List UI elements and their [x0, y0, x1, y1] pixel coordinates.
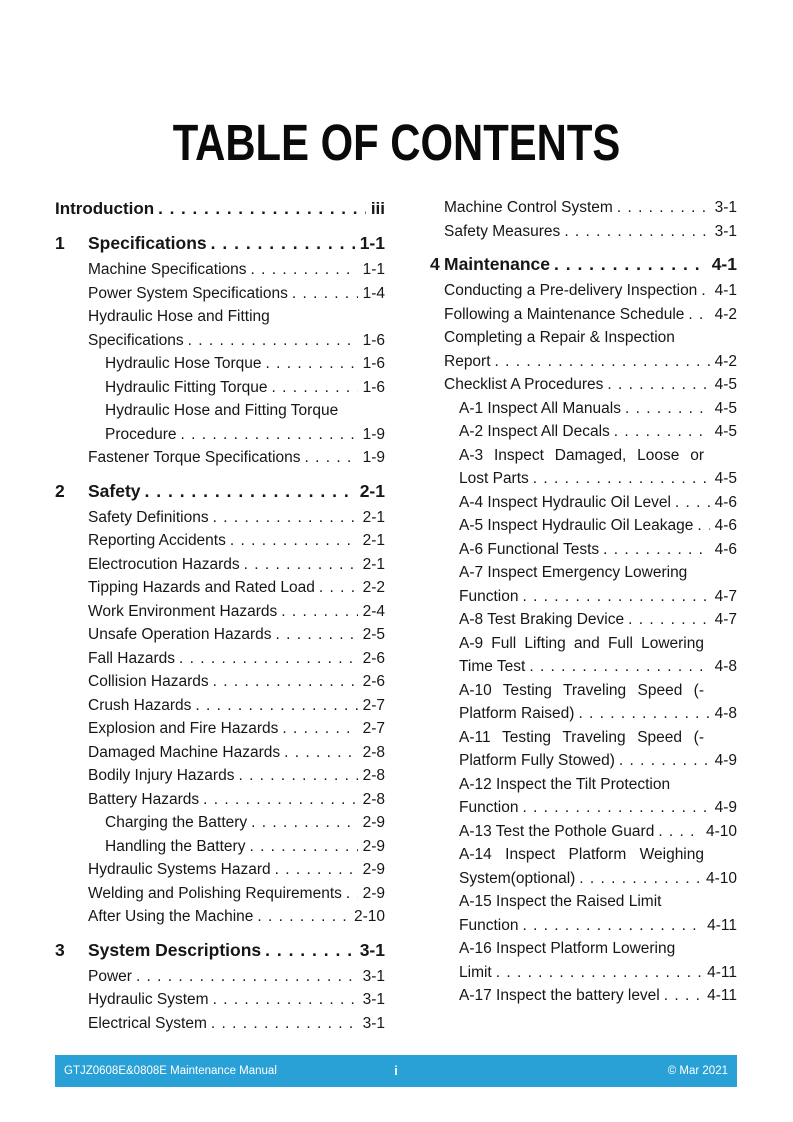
- toc-entry-label: A-8 Test Braking Device: [459, 611, 625, 628]
- toc-entry-label: Function: [459, 916, 519, 934]
- toc-entry-page: 4-11: [707, 987, 737, 1004]
- toc-entry-row: [55, 717, 385, 741]
- toc-entry-row: [430, 937, 737, 961]
- toc-entry-label: Unsafe Operation Hazards: [88, 626, 272, 643]
- toc-entry-row: [430, 514, 737, 538]
- dot-leader: [496, 961, 702, 985]
- toc-entry-page: 4-5: [714, 399, 737, 417]
- toc-entry-row: [430, 749, 737, 773]
- toc-entry-label: After Using the Machine: [88, 908, 254, 925]
- chapter-number: 3: [55, 939, 65, 960]
- toc-entry-page: 1-4: [362, 284, 385, 302]
- toc-entry-page: 2-4: [362, 602, 385, 620]
- dot-leader: [179, 647, 358, 671]
- toc-entry-row: [55, 670, 385, 694]
- toc-entry-row: [55, 647, 385, 671]
- dot-leader: [664, 984, 702, 1008]
- toc-entry-row: [430, 820, 737, 844]
- toc-entry-label: Platform Fully Stowed): [459, 752, 615, 769]
- toc-entry-label: Explosion and Fire Hazards: [88, 720, 279, 737]
- toc-entry-row: [430, 444, 737, 468]
- toc-entry-label: Specifications: [88, 233, 207, 253]
- toc-entry-row: [55, 529, 385, 553]
- dot-leader: [136, 965, 358, 989]
- toc-entry-row: [55, 623, 385, 647]
- toc-entry-row: [430, 914, 737, 938]
- toc-entry-row: [430, 326, 737, 350]
- toc-entry-label: Checklist A Procedures: [444, 376, 604, 393]
- dot-leader: [522, 585, 709, 609]
- dot-leader: [688, 303, 709, 327]
- toc-entry-page: 4-9: [714, 752, 737, 769]
- toc-entry-row: [55, 965, 385, 989]
- dot-leader: [244, 553, 358, 577]
- toc-entry-row: [430, 726, 737, 750]
- toc-entry-label: Conducting a Pre-delivery Inspection: [444, 282, 698, 299]
- toc-entry-row: [430, 890, 737, 914]
- toc-entry-page: 4-8: [714, 658, 737, 675]
- toc-entry-page: 1-6: [362, 331, 385, 349]
- toc-entry-row: [55, 905, 385, 929]
- dot-leader: [281, 600, 357, 624]
- chapter-number: 1: [55, 233, 65, 253]
- toc-entry-label: Fall Hazards: [88, 649, 175, 667]
- dot-leader: [213, 988, 358, 1012]
- toc-entry-row: [55, 600, 385, 624]
- toc-entry-label: Collision Hazards: [88, 673, 209, 690]
- dot-leader: [211, 1012, 358, 1036]
- toc-entry-label: Platform Raised): [459, 705, 575, 722]
- toc-entry-row: [430, 397, 737, 421]
- toc-entry-page: 4-9: [714, 799, 737, 816]
- toc-entry-row: [430, 702, 737, 726]
- toc-entry-row: [430, 303, 737, 327]
- dot-leader: [272, 376, 358, 400]
- toc-entry-page: 4-5: [714, 376, 737, 393]
- footer-copyright: © Mar 2021: [667, 1065, 728, 1077]
- toc-entry-page: 4-2: [714, 352, 737, 370]
- toc-entry-label: A-9 Full Lifting and Full Lowering: [459, 634, 704, 652]
- toc-entry-label: Introduction: [55, 199, 155, 218]
- toc-entry-label: A-7 Inspect Emergency Lowering: [459, 564, 688, 581]
- toc-entry-label: Electrical System: [88, 1014, 207, 1032]
- toc-entry-page: 2-9: [362, 861, 385, 878]
- dot-leader: [211, 230, 355, 256]
- dot-leader: [249, 835, 357, 859]
- page-title: TABLE OF CONTENTS: [172, 114, 621, 171]
- toc-entry-page: 4-7: [714, 587, 737, 605]
- dot-leader: [305, 446, 358, 470]
- toc-entry-label: A-12 Inspect the Tilt Protection: [459, 775, 671, 793]
- toc-entry-row: [55, 788, 385, 812]
- dot-leader: [319, 576, 358, 600]
- toc-entry-page: 3-1: [359, 939, 385, 960]
- toc-entry-page: 1-9: [362, 425, 385, 443]
- toc-entry-page: 3-1: [714, 199, 737, 216]
- toc-entry-page: 2-8: [362, 767, 385, 784]
- toc-entry-row: [430, 491, 737, 515]
- toc-entry-row: [55, 329, 385, 353]
- toc-entry-page: 1-6: [362, 378, 385, 396]
- toc-entry-label: Limit: [459, 963, 492, 981]
- dot-leader: [203, 788, 357, 812]
- toc-entry-page: 2-9: [362, 837, 385, 855]
- toc-entry-label: A-3 Inspect Damaged, Loose or: [459, 446, 704, 464]
- toc-entry-page: 2-1: [362, 508, 385, 526]
- toc-entry-page: 2-1: [362, 532, 385, 549]
- toc-entry-page: 3-1: [362, 967, 385, 985]
- toc-entry-row: [430, 796, 737, 820]
- toc-entry-label: Machine Specifications: [88, 261, 247, 278]
- toc-entry-label: Crush Hazards: [88, 696, 192, 714]
- toc-column-right: [430, 196, 737, 1008]
- toc-entry-label: Function: [459, 799, 519, 816]
- dot-leader: [181, 423, 358, 447]
- dot-leader: [625, 397, 710, 421]
- toc-entry-row: [55, 423, 385, 447]
- toc-entry-page: 1-9: [362, 449, 385, 466]
- toc-entry-label: Time Test: [459, 658, 526, 675]
- toc-chapter-row: [430, 251, 737, 277]
- toc-entry-label: Hydraulic Hose and Fitting Torque: [105, 402, 339, 419]
- toc-entry-row: [55, 196, 385, 222]
- toc-entry-label: Tipping Hazards and Rated Load: [88, 579, 315, 596]
- dot-leader: [554, 251, 707, 277]
- toc-entry-row: [430, 773, 737, 797]
- dot-leader: [257, 905, 349, 929]
- toc-entry-label: Report: [444, 352, 491, 370]
- toc-entry-row: [430, 196, 737, 220]
- toc-entry-label: Fastener Torque Specifications: [88, 449, 301, 466]
- toc-entry-row: [430, 585, 737, 609]
- toc-entry-row: [430, 867, 737, 891]
- toc-entry-label: Bodily Injury Hazards: [88, 767, 235, 784]
- dot-leader: [284, 741, 357, 765]
- toc-entry-label: Work Environment Hazards: [88, 602, 278, 620]
- toc-entry-label: A-6 Functional Tests: [459, 540, 600, 558]
- toc-entry-label: Reporting Accidents: [88, 532, 226, 549]
- footer-manual-name: GTJZ0608E&0808E Maintenance Manual: [64, 1065, 277, 1077]
- toc-entry-page: 2-7: [362, 696, 385, 714]
- dot-leader: [251, 258, 358, 282]
- toc-entry-row: [430, 350, 737, 374]
- toc-entry-label: Lost Parts: [459, 470, 529, 487]
- footer-page-number: i: [394, 1064, 398, 1078]
- toc-column-left: [55, 196, 385, 1035]
- toc-entry-page: 4-7: [714, 611, 737, 628]
- toc-entry-row: [55, 352, 385, 376]
- toc-entry-row: [430, 984, 737, 1008]
- dot-leader: [188, 329, 358, 353]
- toc-entry-label: Power System Specifications: [88, 284, 288, 302]
- toc-entry-page: 1-1: [359, 233, 385, 253]
- toc-entry-label: A-1 Inspect All Manuals: [459, 399, 621, 417]
- dot-leader: [158, 196, 366, 222]
- toc-entry-label: Maintenance: [444, 254, 550, 274]
- toc-entry-row: [55, 694, 385, 718]
- toc-entry-label: Power: [88, 967, 132, 985]
- toc-entry-row: [55, 258, 385, 282]
- toc-entry-page: 4-6: [714, 540, 737, 558]
- toc-entry-page: 3-1: [362, 991, 385, 1008]
- toc-entry-row: [430, 279, 737, 303]
- toc-entry-row: [430, 961, 737, 985]
- toc-entry-page: 2-6: [362, 673, 385, 690]
- dot-leader: [282, 717, 357, 741]
- toc-chapter-row: [55, 230, 385, 256]
- toc-entry-page: 4-5: [714, 470, 737, 487]
- toc-entry-page: 3-1: [362, 1014, 385, 1032]
- toc-entry-label: A-10 Testing Traveling Speed (-: [459, 681, 704, 699]
- dot-leader: [675, 491, 710, 515]
- toc-entry-page: 4-5: [714, 423, 737, 440]
- toc-entry-page: 4-10: [705, 822, 737, 840]
- toc-entry-label: A-11 Testing Traveling Speed (-: [459, 728, 704, 746]
- toc-entry-page: 2-6: [362, 649, 385, 667]
- toc-entry-page: 4-6: [714, 493, 737, 511]
- toc-entry-label: Battery Hazards: [88, 790, 200, 808]
- dot-leader: [578, 702, 709, 726]
- toc-entry-page: 2-8: [362, 790, 385, 808]
- toc-entry-label: Machine Control System: [444, 199, 613, 216]
- toc-entry-label: Damaged Machine Hazards: [88, 743, 281, 761]
- toc-entry-page: 4-6: [714, 517, 737, 534]
- toc-entry-label: Safety Measures: [444, 222, 561, 240]
- toc-entry-page: 4-1: [714, 282, 737, 299]
- toc-entry-row: [55, 399, 385, 423]
- toc-entry-row: [430, 843, 737, 867]
- toc-entry-label: Hydraulic System: [88, 991, 209, 1008]
- toc-entry-page: 4-11: [707, 963, 737, 981]
- toc-entry-label: A-16 Inspect Platform Lowering: [459, 940, 676, 957]
- toc-entry-label: Safety: [88, 480, 141, 501]
- dot-leader: [564, 220, 709, 244]
- dot-leader: [697, 514, 709, 538]
- toc-entry-page: 2-1: [362, 555, 385, 573]
- toc-entry-page: iii: [370, 199, 385, 218]
- toc-entry-row: [55, 835, 385, 859]
- toc-entry-label: A-13 Test the Pothole Guard: [459, 822, 655, 840]
- footer-bar: [55, 1055, 737, 1087]
- toc-entry-row: [55, 858, 385, 882]
- dot-leader: [529, 655, 709, 679]
- toc-entry-row: [55, 506, 385, 530]
- toc-entry-page: 3-1: [714, 222, 737, 240]
- dot-leader: [701, 279, 709, 303]
- dot-leader: [195, 694, 357, 718]
- dot-leader: [265, 937, 355, 963]
- dot-leader: [579, 867, 701, 891]
- toc-chapter-row: [55, 937, 385, 963]
- toc-entry-row: [430, 373, 737, 397]
- dot-leader: [617, 196, 710, 220]
- toc-entry-page: 2-1: [359, 480, 385, 501]
- toc-entry-label: Hydraulic Hose and Fitting: [88, 308, 270, 325]
- dot-leader: [522, 914, 702, 938]
- toc-entry-label: A-2 Inspect All Decals: [459, 423, 610, 440]
- toc-entry-page: 2-5: [362, 626, 385, 643]
- toc-entry-page: 2-7: [362, 720, 385, 737]
- toc-entry-label: A-17 Inspect the battery level: [459, 987, 660, 1004]
- toc-entry-label: Hydraulic Fitting Torque: [105, 378, 268, 396]
- toc-entry-row: [430, 608, 737, 632]
- toc-entry-label: Electrocution Hazards: [88, 555, 240, 573]
- toc-entry-row: [55, 446, 385, 470]
- toc-entry-row: [430, 467, 737, 491]
- dot-leader: [614, 420, 710, 444]
- toc-entry-page: 1-6: [362, 355, 385, 372]
- toc-entry-row: [430, 538, 737, 562]
- dot-leader: [522, 796, 709, 820]
- toc-entry-page: 4-11: [707, 916, 737, 934]
- toc-entry-label: A-14 Inspect Platform Weighing: [459, 846, 704, 863]
- toc-entry-label: Function: [459, 587, 519, 605]
- toc-entry-label: A-5 Inspect Hydraulic Oil Leakage: [459, 517, 694, 534]
- toc-entry-page: 4-1: [711, 254, 737, 274]
- dot-leader: [213, 506, 358, 530]
- toc-entry-row: [55, 553, 385, 577]
- dot-leader: [619, 749, 710, 773]
- toc-entry-label: A-15 Inspect the Raised Limit: [459, 893, 662, 910]
- dot-leader: [346, 882, 358, 906]
- toc-entry-label: Handling the Battery: [105, 837, 246, 855]
- toc-entry-row: [55, 988, 385, 1012]
- toc-entry-label: A-4 Inspect Hydraulic Oil Level: [459, 493, 671, 511]
- dot-leader: [251, 811, 357, 835]
- toc-entry-label: Hydraulic Systems Hazard: [88, 861, 271, 878]
- toc-entry-row: [55, 882, 385, 906]
- toc-entry-label: Hydraulic Hose Torque: [105, 355, 262, 372]
- toc-entry-page: 2-9: [362, 884, 385, 902]
- toc-entry-label: System Descriptions: [88, 939, 262, 960]
- chapter-number: 2: [55, 480, 65, 501]
- toc-chapter-row: [55, 478, 385, 504]
- toc-entry-page: 4-8: [714, 705, 737, 722]
- dot-leader: [230, 529, 358, 553]
- toc-entry-page: 4-10: [705, 869, 737, 887]
- dot-leader: [495, 350, 710, 374]
- toc-entry-row: [430, 679, 737, 703]
- dot-leader: [275, 858, 358, 882]
- toc-entry-page: 2-10: [353, 908, 385, 925]
- dot-leader: [603, 538, 709, 562]
- dot-leader: [292, 282, 358, 306]
- toc-entry-row: [430, 220, 737, 244]
- chapter-number: 4: [430, 254, 440, 274]
- dot-leader: [213, 670, 358, 694]
- toc-entry-row: [55, 305, 385, 329]
- toc-entry-page: 2-8: [362, 743, 385, 761]
- toc-entry-row: [430, 655, 737, 679]
- dot-leader: [533, 467, 710, 491]
- toc-entry-row: [55, 376, 385, 400]
- dot-leader: [145, 478, 355, 504]
- dot-leader: [658, 820, 701, 844]
- dot-leader: [607, 373, 709, 397]
- dot-leader: [266, 352, 358, 376]
- toc-entry-row: [55, 741, 385, 765]
- toc-entry-row: [55, 1012, 385, 1036]
- toc-entry-row: [55, 811, 385, 835]
- toc-entry-row: [55, 764, 385, 788]
- dot-leader: [238, 764, 357, 788]
- toc-entry-page: 1-1: [362, 261, 385, 278]
- toc-entry-label: Following a Maintenance Schedule: [444, 305, 685, 323]
- toc-entry-label: System(optional): [459, 869, 576, 887]
- dot-leader: [628, 608, 709, 632]
- dot-leader: [276, 623, 358, 647]
- toc-entry-page: 4-2: [714, 305, 737, 323]
- toc-entry-row: [430, 632, 737, 656]
- toc-entry-label: Welding and Polishing Requirements: [88, 884, 342, 902]
- toc-entry-row: [55, 282, 385, 306]
- toc-entry-page: 2-9: [362, 814, 385, 831]
- toc-entry-page: 2-2: [362, 579, 385, 596]
- toc-entry-row: [55, 576, 385, 600]
- toc-entry-label: Safety Definitions: [88, 508, 209, 526]
- toc-entry-label: Completing a Repair & Inspection: [444, 329, 675, 346]
- toc-entry-label: Specifications: [88, 331, 184, 349]
- toc-entry-label: Procedure: [105, 425, 177, 443]
- toc-entry-row: [430, 561, 737, 585]
- toc-entry-label: Charging the Battery: [105, 814, 248, 831]
- toc-entry-row: [430, 420, 737, 444]
